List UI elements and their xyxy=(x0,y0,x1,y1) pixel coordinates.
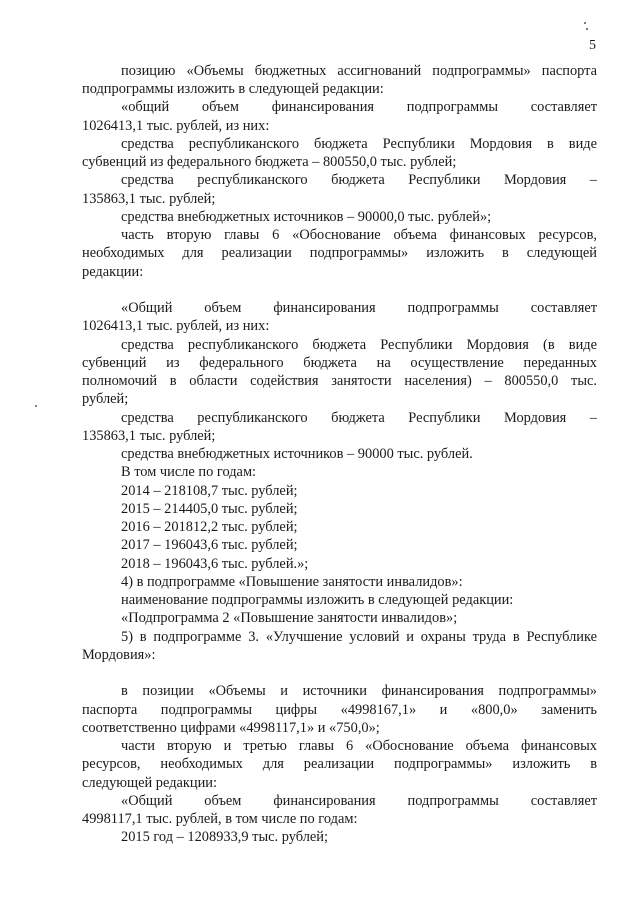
paragraph-line: 5) в подпрограмме 3. «Улучшение условий и охраны труда в Республике xyxy=(121,629,597,645)
paragraph-line: в позиции «Объемы и источники финансирования подпрограммы» xyxy=(121,683,597,699)
paragraph-line: средства внебюджетных источников – 90000 тыс. рублей. xyxy=(121,446,473,462)
paragraph-line: субвенций из федерального бюджета – 800550,0 тыс. рублей; xyxy=(82,154,457,170)
paragraph-line: 135863,1 тыс. рублей; xyxy=(82,428,216,444)
paragraph-line: части вторую и третью главы 6 «Обоснование объема финансовых xyxy=(121,738,597,754)
scan-speck xyxy=(584,22,586,24)
paragraph-line: 135863,1 тыс. рублей; xyxy=(82,191,216,207)
paragraph-line: необходимых для реализации подпрограммы» изложить в следующей xyxy=(82,245,597,261)
paragraph-line: «Подпрограмма 2 «Повышение занятости инвалидов»; xyxy=(121,610,458,626)
paragraph-line: полномочий в области содействия занятости населения) – 800550,0 тыс. xyxy=(82,373,597,389)
paragraph-line: субвенций из федерального бюджета на осуществление переданных xyxy=(82,355,597,371)
paragraph-line: соответственно цифрами «4998117,1» и «750,0»; xyxy=(82,720,380,736)
paragraph-line: подпрограммы изложить в следующей редакции: xyxy=(82,81,384,97)
paragraph-line: средства республиканского бюджета Республики Мордовия – xyxy=(121,172,597,188)
paragraph-line: 2016 – 201812,2 тыс. рублей; xyxy=(121,519,298,535)
paragraph-line: ресурсов, необходимых для реализации подпрограммы» изложить в xyxy=(82,756,597,772)
paragraph-line: В том числе по годам: xyxy=(121,464,257,480)
page-number: 5 xyxy=(589,38,596,53)
paragraph-line: «Общий объем финансирования подпрограммы составляет xyxy=(121,300,597,316)
paragraph-line: 1026413,1 тыс. рублей, из них: xyxy=(82,118,270,134)
paragraph-line: рублей; xyxy=(82,391,129,407)
paragraph-line: средства республиканского бюджета Республики Мордовия в виде xyxy=(121,136,597,152)
paragraph-line: позицию «Объемы бюджетных ассигнований подпрограммы» паспорта xyxy=(121,63,597,79)
paragraph-line: 2015 год – 1208933,9 тыс. рублей; xyxy=(121,829,328,845)
paragraph-line: 2015 – 214405,0 тыс. рублей; xyxy=(121,501,298,517)
scan-speck xyxy=(586,28,588,30)
paragraph-line: Мордовия»: xyxy=(82,647,156,663)
paragraph-line: 2014 – 218108,7 тыс. рублей; xyxy=(121,483,298,499)
paragraph-line: паспорта подпрограммы цифры «4998167,1» и «800,0» заменить xyxy=(82,702,597,718)
paragraph-line: «Общий объем финансирования подпрограммы составляет xyxy=(121,793,597,809)
paragraph-line: «общий объем финансирования подпрограммы составляет xyxy=(121,99,597,115)
paragraph-line: 2018 – 196043,6 тыс. рублей.»; xyxy=(121,556,309,572)
scan-speck xyxy=(35,405,37,407)
paragraph-line: следующей редакции: xyxy=(82,775,217,791)
paragraph-line: 1026413,1 тыс. рублей, из них: xyxy=(82,318,270,334)
paragraph-line: средства внебюджетных источников – 90000,0 тыс. рублей»; xyxy=(121,209,492,225)
paragraph-line: средства республиканского бюджета Республики Мордовия – xyxy=(121,410,597,426)
paragraph-line: редакции: xyxy=(82,264,144,280)
paragraph-line: наименование подпрограммы изложить в следующей редакции: xyxy=(121,592,514,608)
paragraph-line: 4998117,1 тыс. рублей, в том числе по годам: xyxy=(82,811,358,827)
paragraph-line: 2017 – 196043,6 тыс. рублей; xyxy=(121,537,298,553)
paragraph-line: 4) в подпрограмме «Повышение занятости инвалидов»: xyxy=(121,574,463,590)
paragraph-line: часть вторую главы 6 «Обоснование объема финансовых ресурсов, xyxy=(121,227,597,243)
paragraph-line: средства республиканского бюджета Республики Мордовия (в виде xyxy=(121,337,597,353)
